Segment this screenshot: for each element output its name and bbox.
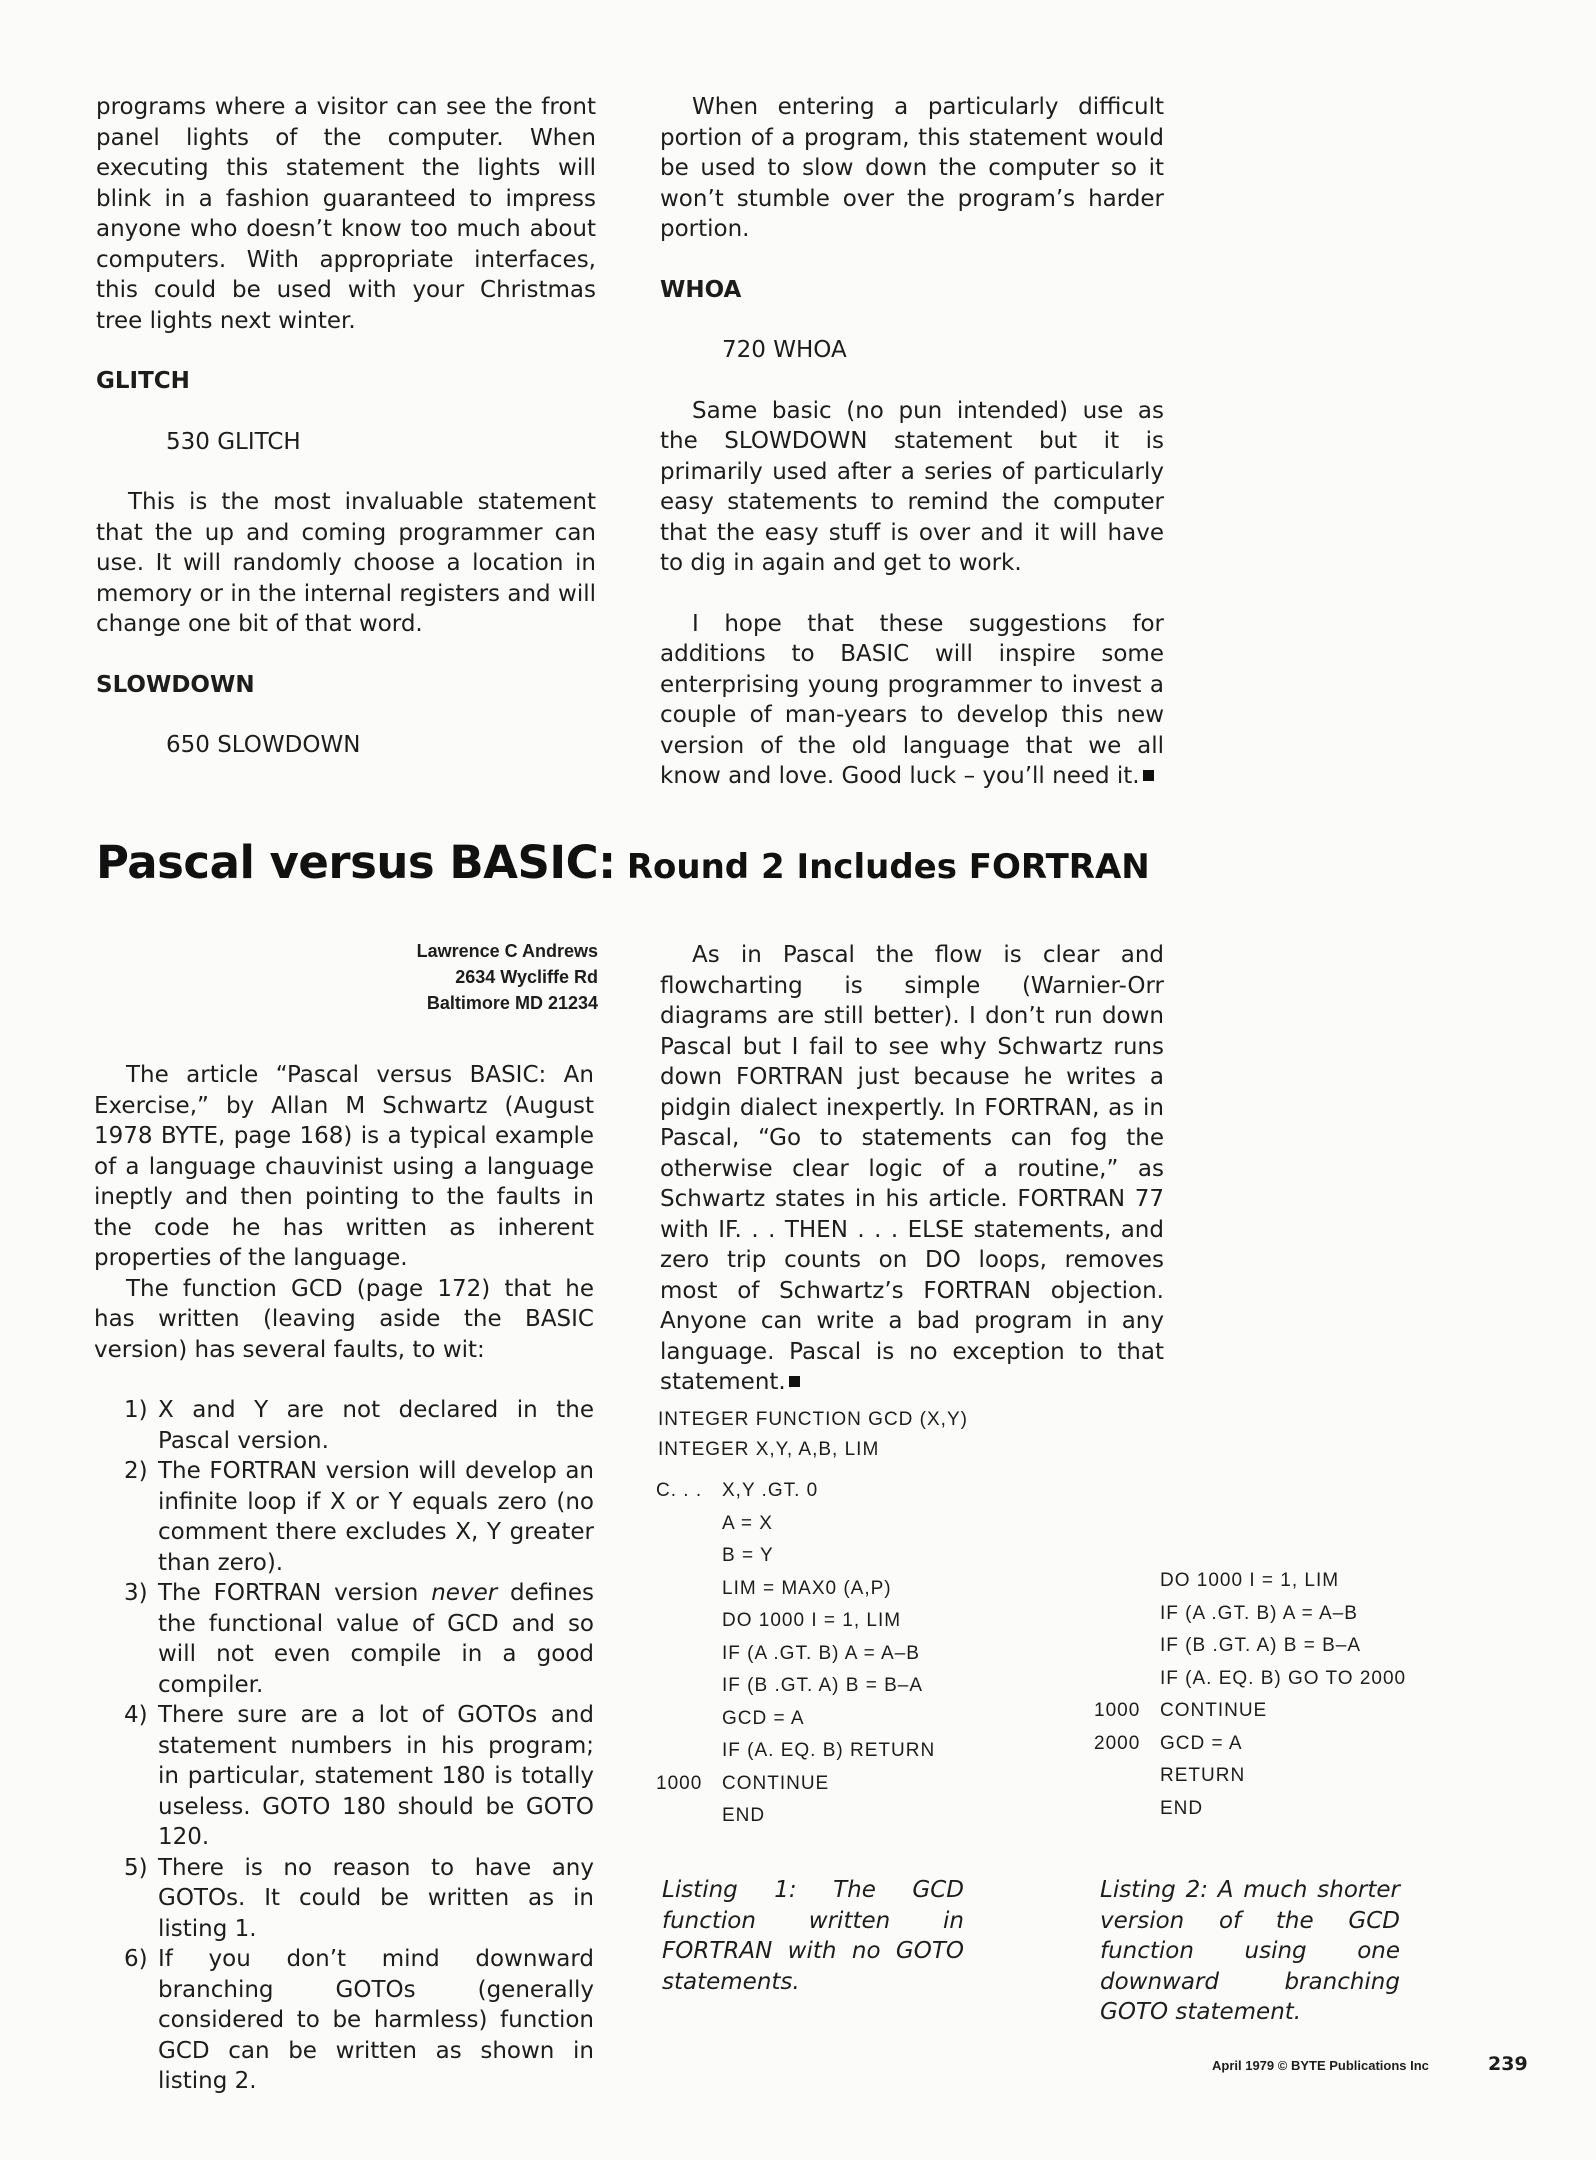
- code-line: [656, 1768, 1076, 1801]
- glitch-statement: 530 GLITCH: [166, 428, 301, 455]
- list-item: 3) The FORTRAN version never defines the functional value of GCD and so will not even compile in a good compiler.: [124, 1580, 594, 1698]
- code-line: [1094, 1793, 1554, 1826]
- statement-text: A = X: [722, 1512, 773, 1534]
- code-line: [656, 1605, 1076, 1638]
- code-line: [656, 1508, 1076, 1541]
- body-paragraph: As in Pascal the flow is clear and flowcharting is simple (Warnier-Orr diagrams are still better). I don’t run down Pascal but I fail to see why Schwartz runs down FORTRAN just because he writes a pidgin dialect inexpertly. In FORTRAN, as in Pascal, “Go to statements can fog the otherwise clear logic of a routine,” as Schwartz states in his article. FORTRAN 77 with IF. . . THEN . . . ELSE statements, and zero trip counts on DO loops, removes most of Schwartz’s FORTRAN objection. Anyone can write a bad program in any language. Pascal is no exception to that statement.: [660, 942, 1164, 1395]
- statement-text: IF (A .GT. B) A = A–B: [1160, 1602, 1358, 1624]
- code-line: [1094, 1630, 1554, 1663]
- statement-text: DO 1000 I = 1, LIM: [1160, 1570, 1340, 1591]
- body-paragraph: When entering a particularly difficult portion of a program, this statement would be used to slow down the computer so it won’t stumble over the program’s harder portion.: [660, 94, 1164, 242]
- statement-text: IF (A. EQ. B) RETURN: [722, 1740, 936, 1761]
- top-right-column: [660, 92, 1164, 792]
- glitch-heading: GLITCH: [96, 368, 190, 394]
- footer-credit: April 1979 © BYTE Publications Inc: [1212, 2058, 1429, 2073]
- top-left-column: [96, 92, 596, 761]
- body-paragraph: programs where a visitor can see the front panel lights of the computer. When executing this statement the lights will blink in a fashion guaranteed to impress anyone who doesn’t know too much about computers. With appropriate interfaces, this could be used with your Christmas tree lights next winter.: [96, 94, 596, 334]
- statement-text: X,Y .GT. 0: [722, 1480, 819, 1501]
- statement-text: GCD = A: [1160, 1732, 1243, 1754]
- article-right-column: [660, 940, 1164, 1398]
- statement-text: END: [1160, 1797, 1204, 1819]
- slowdown-heading: SLOWDOWN: [96, 671, 255, 698]
- code-line: [1094, 1565, 1554, 1598]
- list-item: 5) There is no reason to have any GOTOs. It could be written as in listing 1.: [124, 1854, 594, 1942]
- code-line: [656, 1573, 1076, 1606]
- list-item: 6) If you don’t mind downward branching GOTOs (generally considered to be harmless) function GCD can be written as shown in listing 2.: [124, 1946, 594, 2094]
- author-address-city: Baltimore MD 21234: [426, 993, 598, 1013]
- listing-2-code: [1094, 1565, 1554, 1825]
- code-line: [656, 1703, 1076, 1736]
- end-of-text-mark: [1143, 770, 1154, 781]
- listing-2-caption: Listing 2: A much shorter version of the GCD function using one downward branching GOTO statement.: [1100, 1877, 1400, 2025]
- code-line: [1094, 1663, 1554, 1696]
- code-line: INTEGER FUNCTION GCD (X,Y): [658, 1409, 968, 1430]
- code-line: [1094, 1695, 1554, 1728]
- intro-paragraph-2: The function GCD (page 172) that he has written (leaving aside the BASIC version) has several faults, to wit:: [94, 1275, 594, 1363]
- author-name: Lawrence C Andrews: [416, 941, 598, 961]
- list-item: 4) There sure are a lot of GOTOs and statement numbers in his program; in particular, statement 180 is totally useless. GOTO 180 should be GOTO 120.: [124, 1702, 594, 1850]
- code-line: [656, 1540, 1076, 1573]
- title-main: Pascal versus BASIC:: [96, 836, 616, 889]
- code-line: INTEGER X,Y, A,B, LIM: [658, 1439, 880, 1460]
- page-number: 239: [1488, 2053, 1528, 2075]
- statement-label: C. . .: [656, 1480, 703, 1501]
- statement-text: GCD = A: [722, 1707, 805, 1729]
- statement-text: IF (A. EQ. B) GO TO 2000: [1160, 1667, 1407, 1689]
- list-item: 1) X and Y are not declared in the Pascal version.: [124, 1397, 594, 1454]
- intro-paragraph: The article “Pascal versus BASIC: An Exercise,” by Allan M Schwartz (August 1978 BYTE, page 168) is a typical example of a language chauvinist using a language ineptly and then pointing to the faults in the code he has written as inherent properties of the language.: [94, 1062, 594, 1271]
- code-line: [1094, 1728, 1554, 1761]
- statement-label: 2000: [1094, 1732, 1141, 1754]
- listing-1-code: [656, 1475, 1076, 1833]
- article-title: [96, 836, 1150, 889]
- code-line: [656, 1670, 1076, 1703]
- statement-text: END: [722, 1805, 766, 1826]
- listing-header: [658, 1404, 1258, 1464]
- closing-paragraph: I hope that these suggestions for additions to BASIC will inspire some enterprising young programmer to invest a couple of man-years to develop this new version of the old language that we all know and love. Good luck – you’ll need it.: [660, 610, 1164, 789]
- code-line: [656, 1475, 1076, 1508]
- listing-1-caption: Listing 1: The GCD function written in FORTRAN with no GOTO statements.: [662, 1877, 964, 1995]
- statement-label: 1000: [656, 1772, 703, 1794]
- statement-text: RETURN: [1160, 1765, 1246, 1786]
- glitch-paragraph: This is the most invaluable statement that the up and coming programmer can use. It will randomly choose a location in memory or in the internal registers and will change one bit of that word.: [96, 489, 596, 637]
- code-line: [656, 1735, 1076, 1768]
- emphasis: never: [431, 1580, 498, 1606]
- author-address-street: 2634 Wycliffe Rd: [455, 967, 598, 987]
- statement-text: IF (A .GT. B) A = A–B: [722, 1642, 920, 1664]
- whoa-paragraph: Same basic (no pun intended) use as the SLOWDOWN statement but it is primarily used after a series of particularly easy statements to remind the computer that the easy stuff is over and it will have to dig in again and get to work.: [660, 397, 1164, 576]
- statement-label: 1000: [1094, 1700, 1141, 1721]
- whoa-statement: 720 WHOA: [722, 337, 847, 363]
- list-item: 2) The FORTRAN version will develop an infinite loop if X or Y equals zero (no comment there excludes X, Y greater than zero).: [124, 1458, 594, 1576]
- article-left-column: [94, 1060, 594, 2097]
- statement-text: CONTINUE: [722, 1772, 830, 1794]
- code-line: [656, 1800, 1076, 1833]
- slowdown-statement: 650 SLOWDOWN: [166, 732, 361, 758]
- end-of-text-mark: [789, 1376, 800, 1387]
- author-block: [330, 938, 598, 1016]
- statement-text: CONTINUE: [1160, 1700, 1268, 1721]
- fault-list: [94, 1395, 594, 2097]
- title-sub: Round 2 Includes FORTRAN: [626, 847, 1150, 887]
- code-line: [1094, 1760, 1554, 1793]
- code-line: [656, 1638, 1076, 1671]
- statement-text: IF (B .GT. A) B = B–A: [722, 1675, 924, 1696]
- code-line: [1094, 1598, 1554, 1631]
- statement-text: DO 1000 I = 1, LIM: [722, 1610, 902, 1631]
- statement-text: IF (B .GT. A) B = B–A: [1160, 1635, 1362, 1656]
- whoa-heading: WHOA: [660, 276, 742, 303]
- statement-text: B = Y: [722, 1545, 774, 1566]
- statement-text: LIM = MAX0 (A,P): [722, 1577, 892, 1599]
